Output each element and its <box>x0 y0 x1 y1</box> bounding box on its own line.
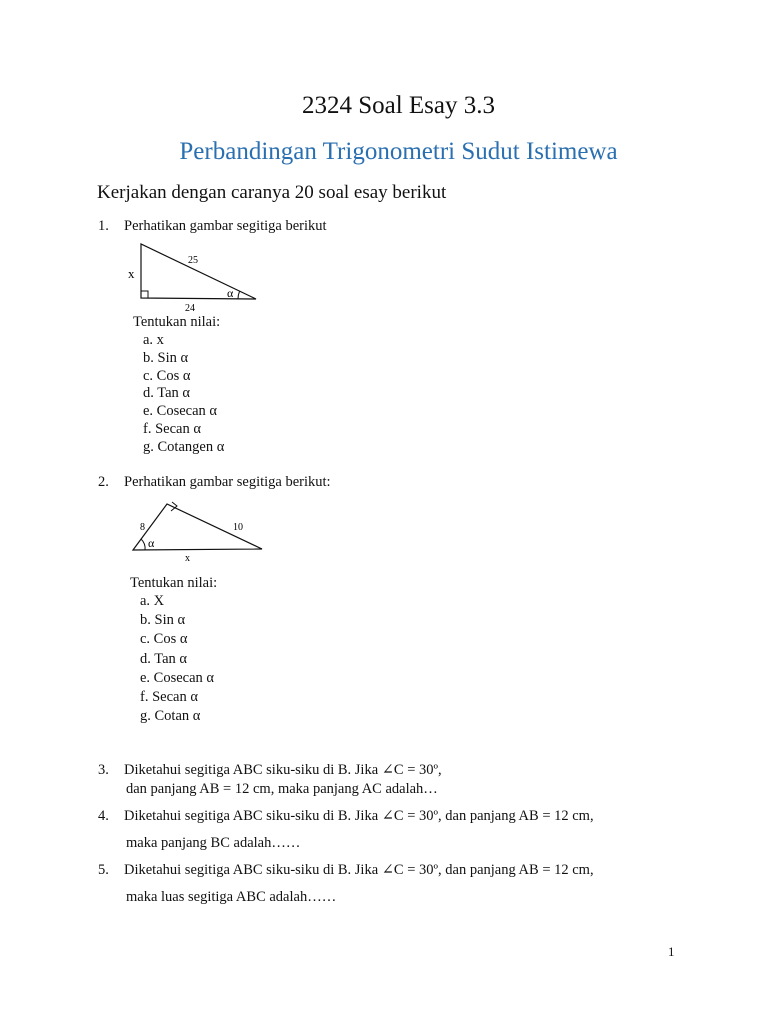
option-item: f. Secan α <box>143 421 201 437</box>
triangle-figure-1 <box>120 240 270 316</box>
option-item: a. x <box>143 332 164 348</box>
question-text: Perhatikan gambar segitiga berikut <box>124 218 327 234</box>
side-label-hypotenuse: 25 <box>188 255 198 266</box>
document-title: 2324 Soal Esay 3.3 <box>301 92 496 119</box>
angle-label-alpha: α <box>148 536 155 550</box>
prompt-text: Tentukan nilai: <box>133 314 221 330</box>
question-number: 1. <box>98 218 109 234</box>
question-number: 2. <box>98 474 109 490</box>
document-subtitle: Perbandingan Trigonometri Sudut Istimewa <box>179 138 618 165</box>
option-item: c. Cos α <box>140 631 188 647</box>
page-number: 1 <box>668 944 675 959</box>
side-label-base: 24 <box>185 303 195 314</box>
option-item: c. Cos α <box>143 368 191 384</box>
question-line-1: Diketahui segitiga ABC siku-siku di B. Jika ∠C = 30º, dan panjang AB = 12 cm, <box>124 808 594 824</box>
option-item: b. Sin α <box>140 612 186 628</box>
option-item: a. X <box>140 593 165 609</box>
triangle-shape <box>141 244 256 299</box>
right-angle-marker <box>141 291 148 298</box>
question-line-1: Diketahui segitiga ABC siku-siku di B. Jika ∠C = 30º, dan panjang AB = 12 cm, <box>124 862 594 878</box>
question-number: 5. <box>98 862 109 878</box>
side-label-base: x <box>185 553 190 564</box>
question-line-2: maka luas segitiga ABC adalah…… <box>126 889 337 905</box>
triangle-figure-2 <box>124 498 274 566</box>
prompt-text: Tentukan nilai: <box>130 575 218 591</box>
side-label-long: 10 <box>233 522 243 533</box>
option-item: d. Tan α <box>140 651 187 667</box>
question-number: 4. <box>98 808 109 824</box>
option-item: d. Tan α <box>143 385 190 401</box>
angle-arc <box>141 539 145 550</box>
question-line-2: dan panjang AB = 12 cm, maka panjang AC adalah… <box>126 781 438 797</box>
option-item: e. Cosecan α <box>140 670 215 686</box>
question-line-1: Diketahui segitiga ABC siku-siku di B. Jika ∠C = 30º, <box>124 762 442 778</box>
option-item: e. Cosecan α <box>143 403 218 419</box>
option-item: f. Secan α <box>140 689 198 705</box>
side-label-short: 8 <box>140 522 145 533</box>
instruction-text: Kerjakan dengan caranya 20 soal esay berikut <box>97 182 447 203</box>
option-item: g. Cotangen α <box>143 439 225 455</box>
side-label-x: x <box>128 266 135 281</box>
angle-label-alpha: α <box>227 286 234 300</box>
question-line-2: maka panjang BC adalah…… <box>126 835 301 851</box>
angle-arc <box>238 292 240 299</box>
question-text: Perhatikan gambar segitiga berikut: <box>124 474 331 490</box>
option-item: g. Cotan α <box>140 708 201 724</box>
question-number: 3. <box>98 762 109 778</box>
option-item: b. Sin α <box>143 350 189 366</box>
